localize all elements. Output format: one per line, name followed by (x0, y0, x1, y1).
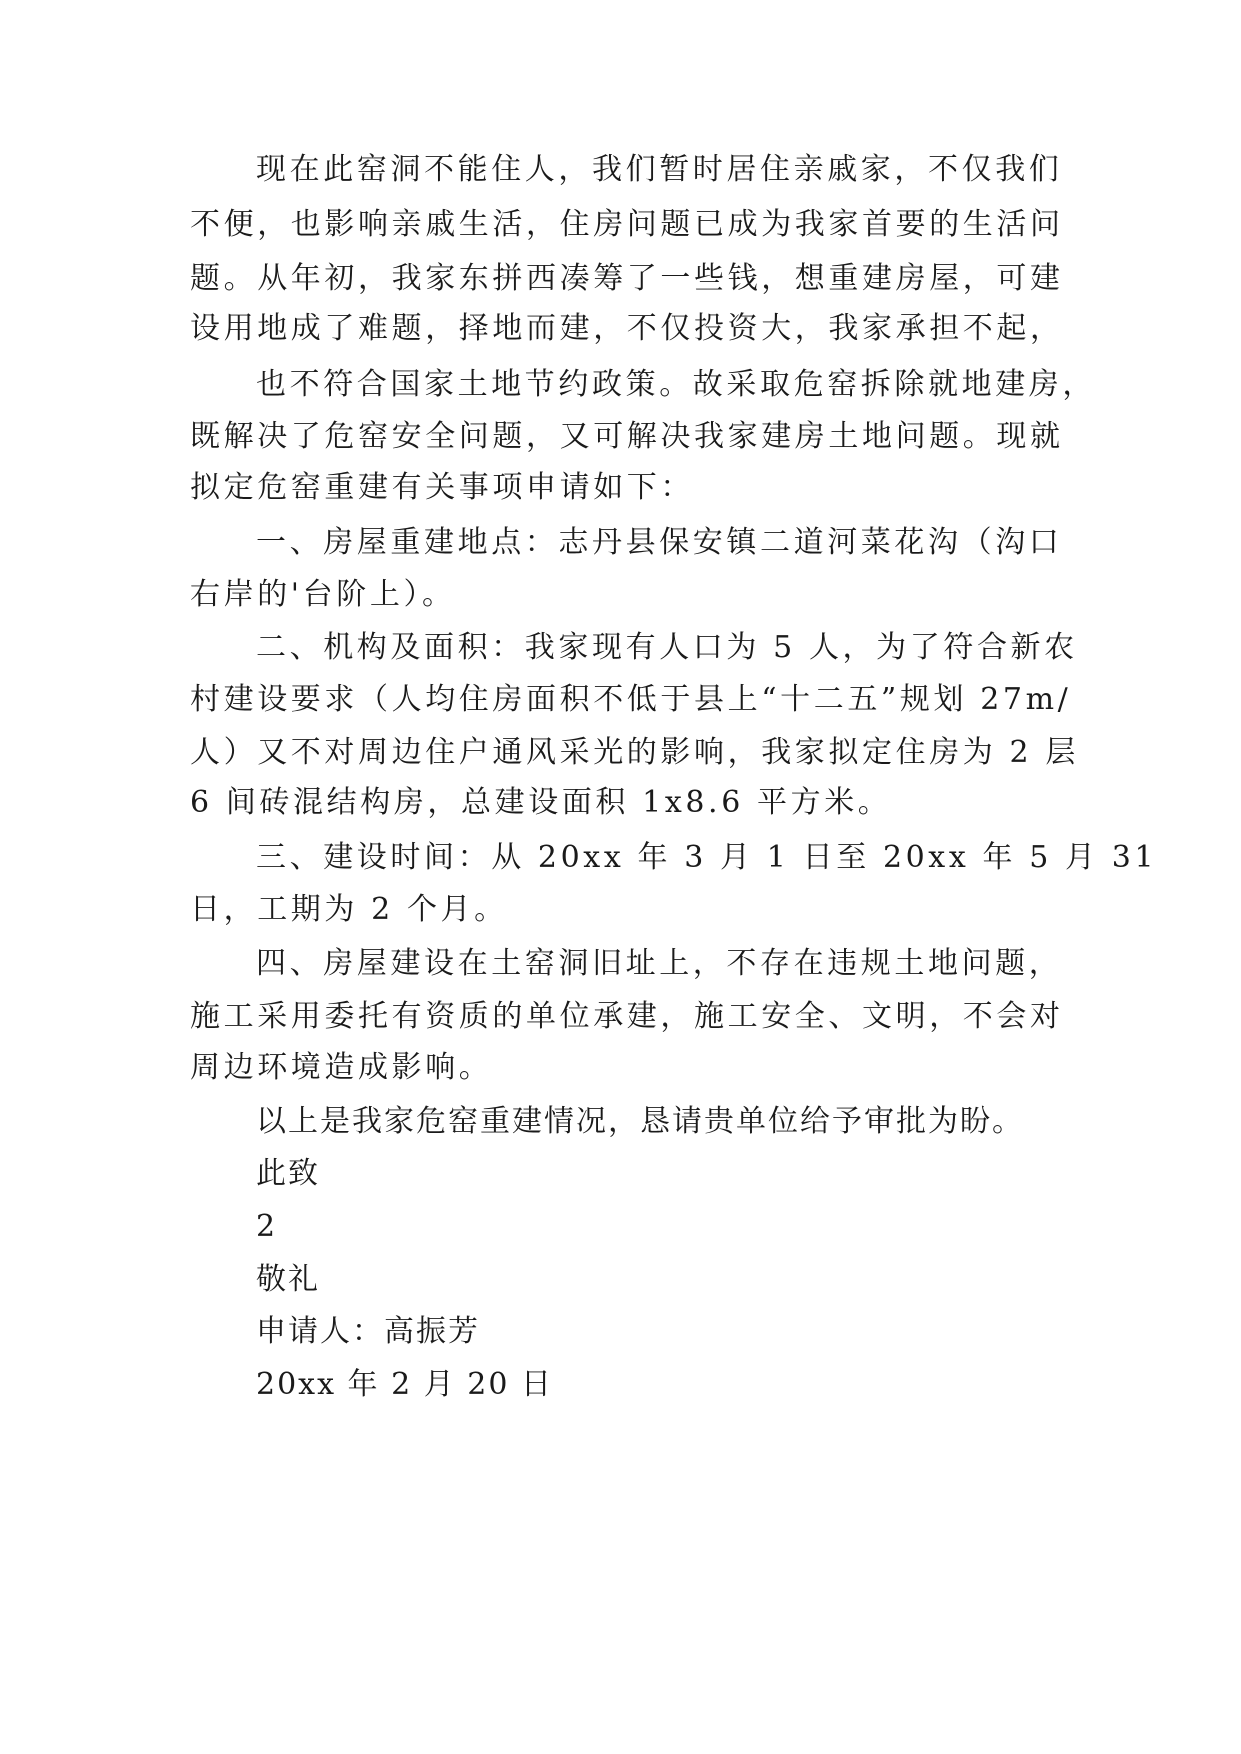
paragraph-line: 右岸的'台阶上）。 (190, 577, 456, 612)
paragraph-line: 人）又不对周边住户通风采光的影响，我家拟定住房为 2 层 (190, 735, 1079, 770)
paragraph-line: 四、房屋建设在土窑洞旧址上，不存在违规土地问题， (256, 946, 1063, 981)
paragraph-line: 二、机构及面积：我家现有人口为 5 人，为了符合新农 (256, 630, 1078, 665)
paragraph-line: 既解决了危窑安全问题，又可解决我家建房土地问题。现就 (190, 419, 1064, 454)
paragraph-line: 设用地成了难题，择地而建，不仅投资大，我家承担不起， (190, 311, 1064, 346)
document-date: 20xx 年 2 月 20 日 (256, 1367, 553, 1402)
paragraph-line: 6 间砖混结构房，总建设面积 1x8.6 平方米。 (190, 785, 892, 820)
paragraph-line: 一、房屋重建地点：志丹县保安镇二道河菜花沟（沟口 (256, 525, 1063, 560)
paragraph-line: 题。从年初，我家东拼西凑筹了一些钱，想重建房屋，可建 (190, 261, 1064, 296)
closing-request: 以上是我家危窑重建情况，恳请贵单位给予审批为盼。 (256, 1104, 1024, 1139)
paragraph-line: 施工采用委托有资质的单位承建，施工安全、文明，不会对 (190, 999, 1064, 1034)
paragraph-line: 也不符合国家土地节约政策。故采取危窑拆除就地建房， (256, 367, 1096, 402)
paragraph-line: 现在此窑洞不能住人，我们暂时居住亲戚家，不仅我们 (256, 152, 1063, 187)
paragraph-line: 不便，也影响亲戚生活，住房问题已成为我家首要的生活问 (190, 207, 1064, 242)
paragraph-line: 日，工期为 2 个月。 (190, 892, 508, 927)
paragraph-line: 三、建设时间：从 20xx 年 3 月 1 日至 20xx 年 5 月 31 (256, 840, 1158, 875)
page-number: 2 (256, 1209, 278, 1244)
paragraph-line: 周边环境造成影响。 (190, 1050, 493, 1085)
paragraph-line: 村建设要求（人均住房面积不低于县上“十二五”规划 27m/ (190, 682, 1072, 717)
applicant-name: 申请人：高振芳 (256, 1314, 480, 1349)
paragraph-line: 拟定危窑重建有关事项申请如下： (190, 470, 694, 505)
salutation-cizhi: 此致 (256, 1156, 320, 1191)
salutation-jingli: 敬礼 (256, 1262, 320, 1297)
